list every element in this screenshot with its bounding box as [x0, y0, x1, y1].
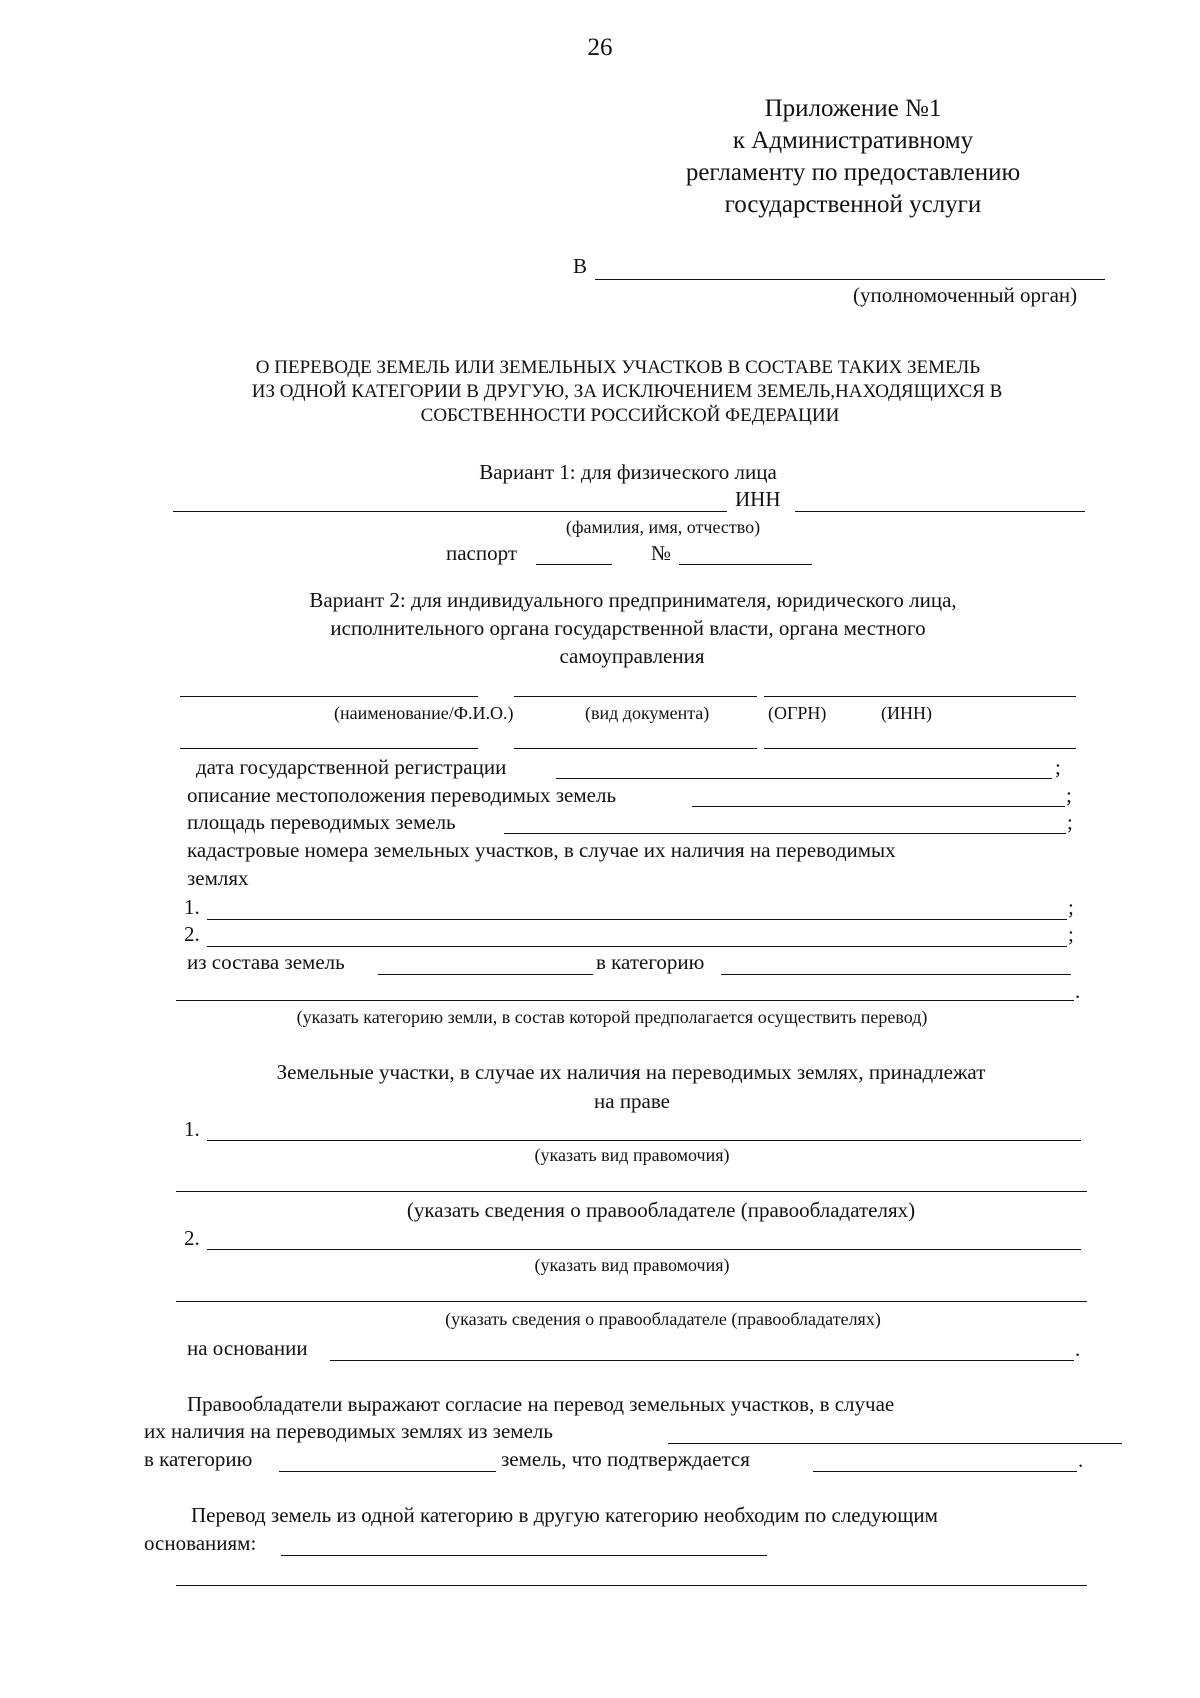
to-category-field[interactable] — [721, 953, 1071, 975]
holder-2-field[interactable] — [176, 1280, 1087, 1302]
title-line-3: СОБСТВЕННОСТИ РОССИЙСКОЙ ФЕДЕРАЦИИ — [420, 405, 840, 426]
grounds-line-2: основаниям: — [144, 1531, 257, 1555]
doc-type-field[interactable] — [514, 675, 757, 697]
category-field[interactable] — [176, 979, 1074, 1001]
appendix-line-1: Приложение №1 — [764, 95, 942, 122]
reg-date-field[interactable] — [556, 757, 1052, 779]
addressee-prefix: В — [573, 254, 588, 278]
title-line-1: О ПЕРЕВОДЕ ЗЕМЕЛЬ ИЛИ ЗЕМЕЛЬНЫХ УЧАСТКОВ В СОСТАВЕ ТАКИХ ЗЕМЕЛЬ — [255, 357, 981, 378]
variant1-heading: Вариант 1: для физического лица — [479, 460, 777, 484]
inn-label: ИНН — [735, 487, 781, 511]
area-label: площадь переводимых земель — [187, 810, 456, 834]
appendix-line-2: к Административному — [732, 127, 974, 154]
category-caption: (указать категорию земли, в состав которой предполагается осуществить перевод) — [296, 1007, 928, 1027]
rights-item-2-number: 2. — [184, 1226, 200, 1250]
variant2-line-3: самоуправления — [559, 644, 705, 668]
consent-confirmation-field[interactable] — [813, 1450, 1077, 1472]
consent-category-field[interactable] — [279, 1450, 496, 1472]
consent-line-3-b: земель, что подтверждается — [501, 1447, 750, 1471]
cadastral-item-1-semicolon: ; — [1068, 895, 1074, 919]
basis-label: на основании — [187, 1336, 308, 1360]
org-line2-field-a[interactable] — [180, 727, 478, 749]
authority-caption: (уполномоченный орган) — [853, 283, 1078, 307]
from-lands-label: из состава земель — [187, 950, 345, 974]
cadastral-label-2: землях — [187, 866, 249, 890]
holder-2-caption: (указать сведения о правообладателе (правообладателях) — [445, 1309, 881, 1329]
to-category-label: в категорию — [596, 950, 705, 974]
consent-line-3-a: в категорию — [144, 1447, 253, 1471]
right-type-2-field[interactable] — [207, 1228, 1081, 1250]
ogrn-inn-field[interactable] — [764, 675, 1076, 697]
cadastral-item-2-number: 2. — [184, 922, 200, 946]
inn-field[interactable] — [795, 490, 1085, 512]
grounds-field-2[interactable] — [176, 1564, 1087, 1586]
consent-period: . — [1078, 1448, 1084, 1472]
rights-item-1-number: 1. — [184, 1117, 200, 1141]
appendix-line-4: государственной услуги — [724, 191, 982, 218]
location-label: описание местоположения переводимых земель — [187, 783, 617, 807]
consent-line-1: Правообладатели выражают согласие на перевод земельных участков, в случае — [187, 1392, 895, 1416]
cadastral-item-2-field[interactable] — [207, 925, 1067, 947]
authority-field[interactable] — [595, 258, 1105, 280]
grounds-field[interactable] — [281, 1534, 767, 1556]
caption-ogrn: (ОГРН) — [768, 703, 827, 723]
from-lands-field[interactable] — [378, 953, 593, 975]
passport-number-label: № — [651, 541, 672, 565]
rights-line-1: Земельные участки, в случае их наличия на переводимых землях, принадлежат — [276, 1060, 986, 1084]
reg-date-label: дата государственной регистрации — [196, 755, 507, 779]
caption-name: (наименование/Ф.И.О.) — [334, 703, 514, 723]
fio-field[interactable] — [173, 490, 727, 512]
org-line2-field-b[interactable] — [514, 727, 757, 749]
appendix-line-3: регламенту по предоставлению — [685, 159, 1021, 186]
holder-1-caption: (указать сведения о правообладателе (правообладателях) — [406, 1198, 916, 1222]
reg-date-semicolon: ; — [1055, 755, 1061, 779]
variant2-line-1: Вариант 2: для индивидуального предпринимателя, юридического лица, — [309, 588, 957, 612]
location-semicolon: ; — [1066, 783, 1072, 807]
org-line2-field-c[interactable] — [764, 727, 1076, 749]
rights-line-2: на праве — [594, 1089, 670, 1113]
location-field[interactable] — [692, 785, 1065, 807]
cadastral-item-2-semicolon: ; — [1068, 922, 1074, 946]
org-name-field[interactable] — [180, 675, 478, 697]
category-period: . — [1075, 979, 1081, 1003]
caption-doc-type: (вид документа) — [585, 703, 710, 723]
passport-series-field[interactable] — [536, 543, 612, 565]
cadastral-label-1: кадастровые номера земельных участков, в случае их наличия на переводимых — [187, 838, 896, 862]
right-type-2-caption: (указать вид правомочия) — [534, 1255, 730, 1275]
basis-field[interactable] — [330, 1339, 1074, 1361]
consent-lands-field[interactable] — [668, 1422, 1122, 1444]
title-line-2: ИЗ ОДНОЙ КАТЕГОРИИ В ДРУГУЮ, ЗА ИСКЛЮЧЕНИЕМ ЗЕМЕЛЬ,НАХОДЯЩИХСЯ В — [251, 381, 1003, 402]
area-semicolon: ; — [1067, 810, 1073, 834]
right-type-1-caption: (указать вид правомочия) — [534, 1145, 730, 1165]
area-field[interactable] — [504, 812, 1066, 834]
right-type-1-field[interactable] — [207, 1119, 1081, 1141]
variant2-line-2: исполнительного органа государственной власти, органа местного — [330, 616, 926, 640]
caption-inn: (ИНН) — [881, 703, 932, 723]
passport-label: паспорт — [446, 541, 518, 565]
fio-caption: (фамилия, имя, отчество) — [565, 517, 761, 537]
consent-line-2: их наличия на переводимых землях из земель — [144, 1419, 553, 1443]
basis-period: . — [1075, 1337, 1081, 1361]
cadastral-item-1-field[interactable] — [207, 898, 1067, 920]
holder-1-field[interactable] — [176, 1170, 1087, 1192]
grounds-line-1: Перевод земель из одной категорию в другую категорию необходим по следующим — [191, 1503, 938, 1527]
page-number: 26 — [587, 34, 613, 61]
cadastral-item-1-number: 1. — [184, 895, 200, 919]
passport-number-field[interactable] — [679, 543, 812, 565]
